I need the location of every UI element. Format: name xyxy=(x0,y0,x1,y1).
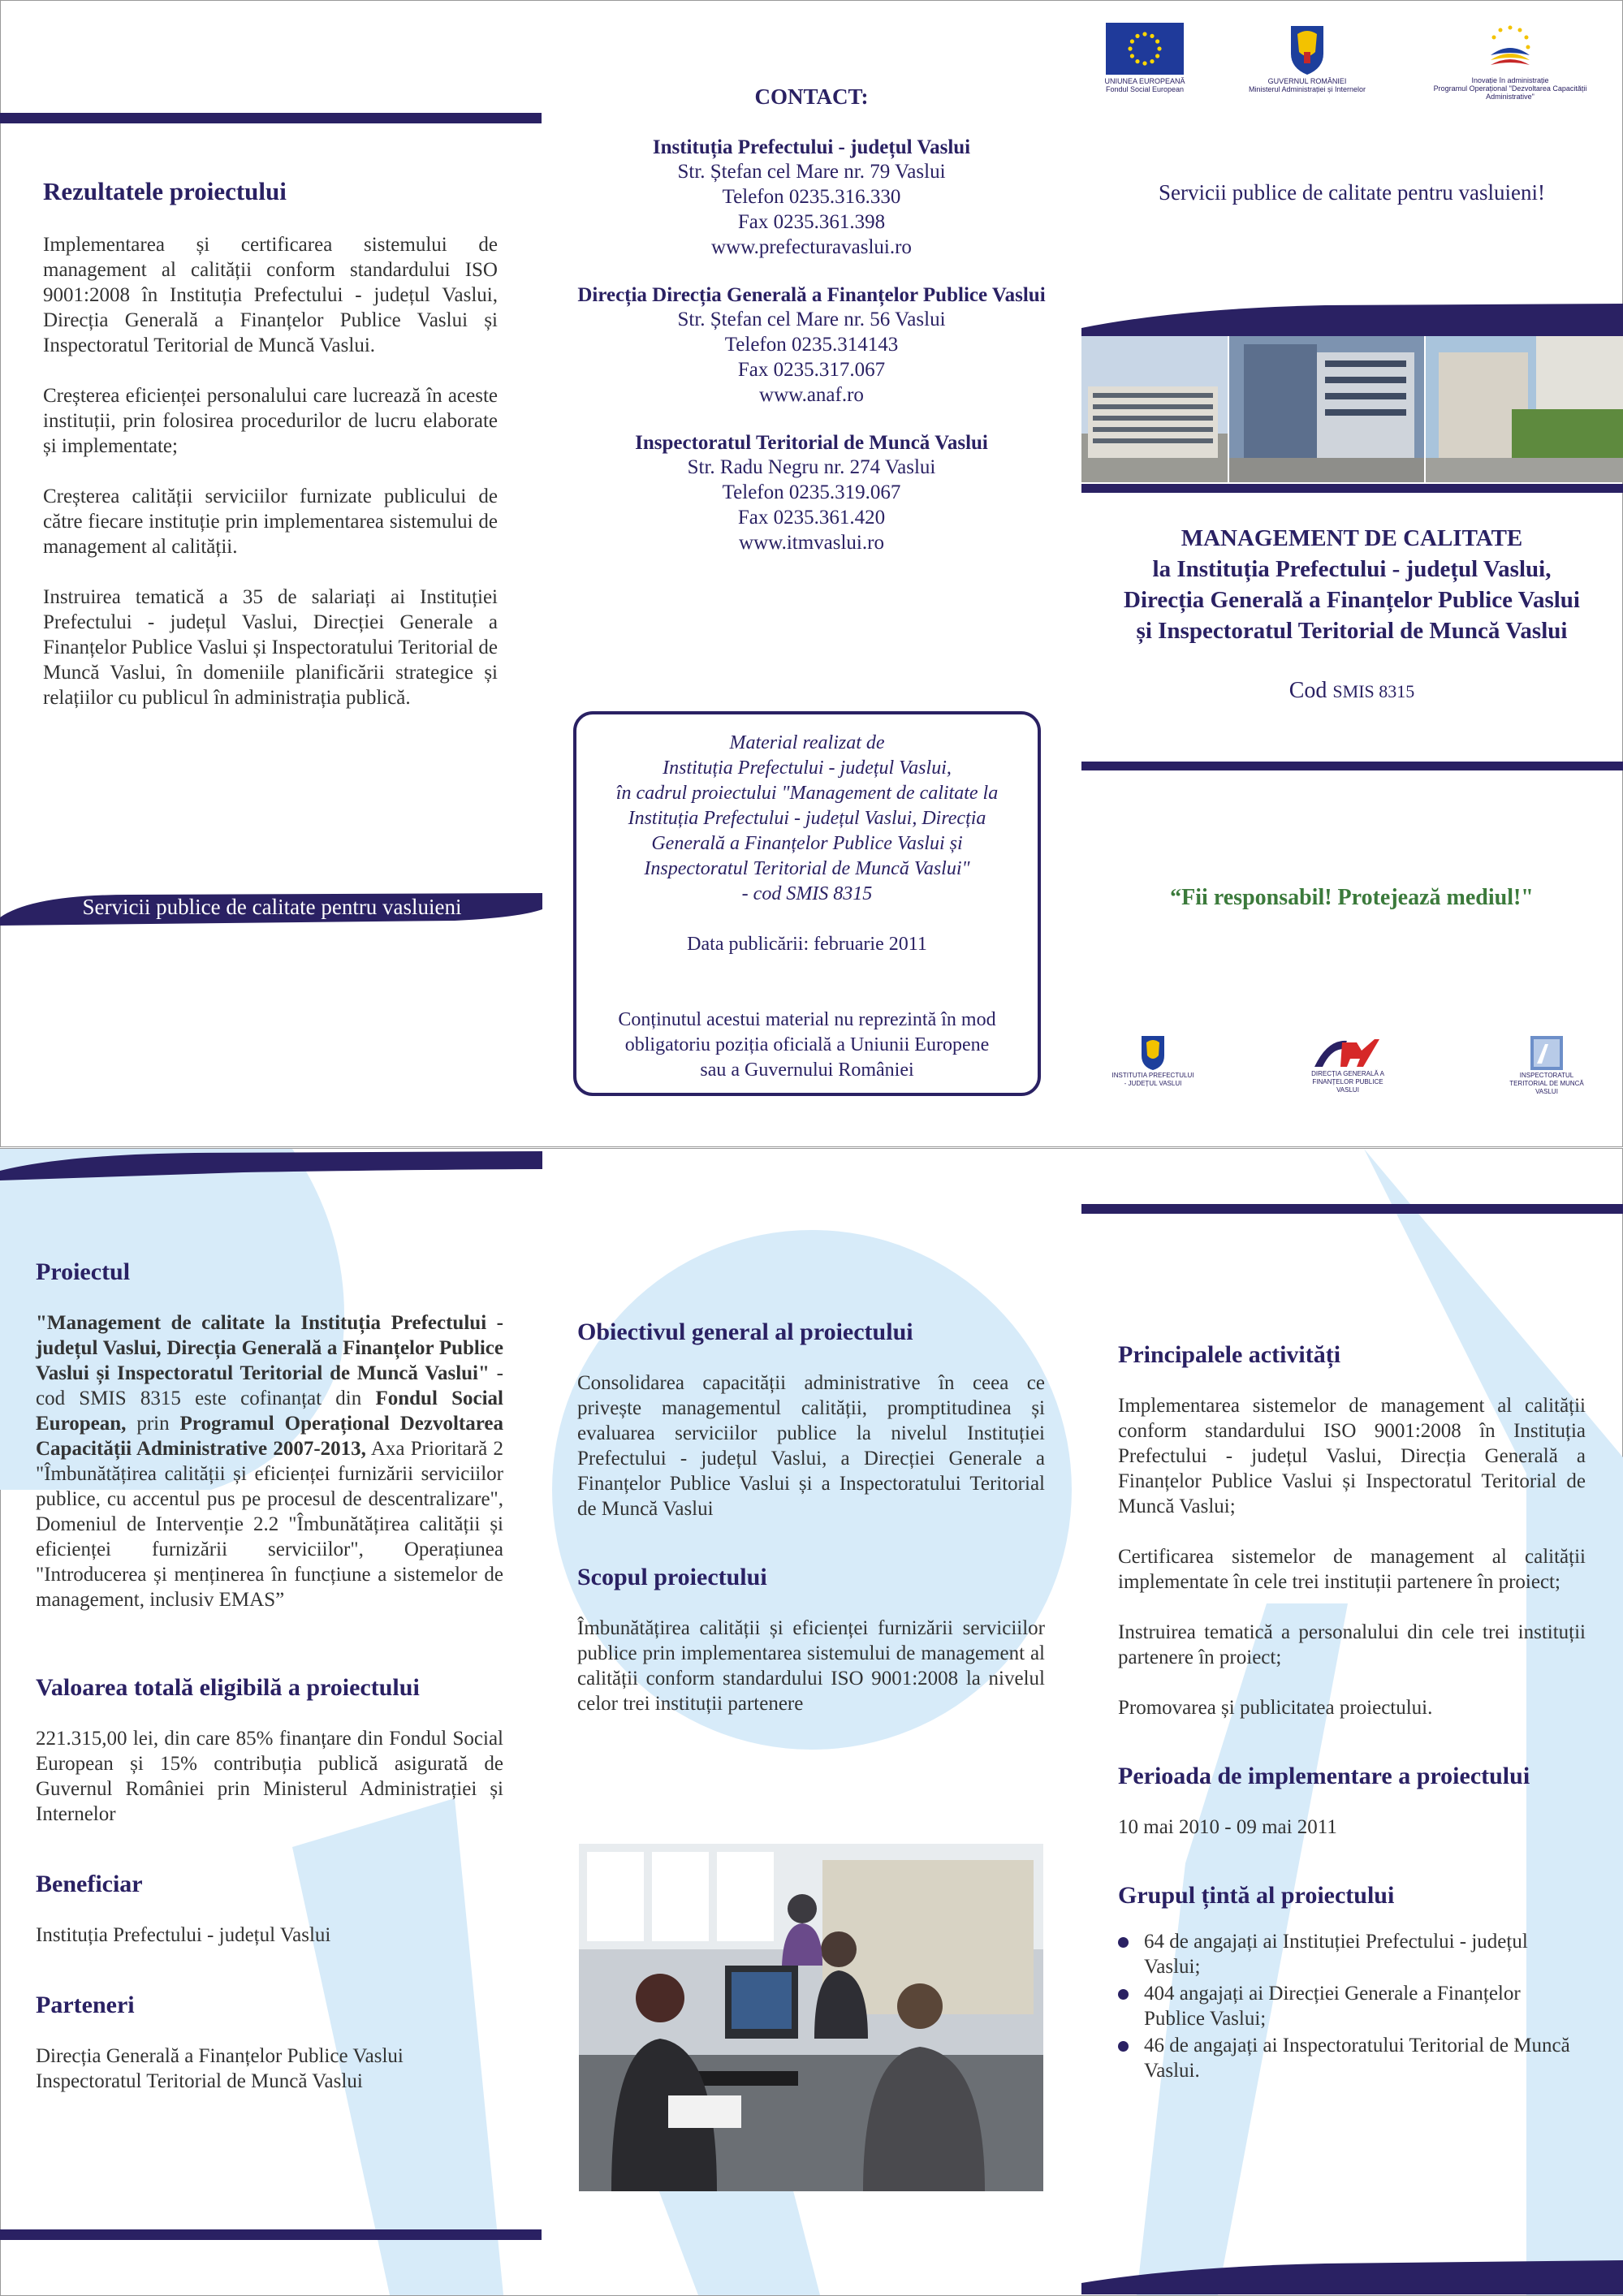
itm-logo xyxy=(1494,1034,1599,1096)
beneficiary-title: Beneficiar xyxy=(36,1871,143,1897)
pod-logo xyxy=(1409,23,1612,101)
contact-heading: CONTACT: xyxy=(754,84,869,109)
partner-line: Inspectoratul Teritorial de Muncă Vaslui xyxy=(36,2070,363,2092)
eco-slogan: “Fii responsabil! Protejează mediul!" xyxy=(1170,885,1534,910)
project-name: "Management de calitate la Instituția Prefectului - județul Vaslui, Direcția Generală a Finanțelor Publice Vaslui și Inspectoratul Teritorial de Muncă Vaslui" xyxy=(36,1312,503,1384)
funding-logos xyxy=(1088,23,1616,104)
logo-caption xyxy=(1104,1072,1202,1088)
project-fund: Fondul Social European, xyxy=(36,1388,503,1435)
activity-paragraph: Certificarea sistemelor de management al calității implementate în cele trei instituții partenere în proiect; xyxy=(1118,1546,1586,1593)
eu-flag-icon xyxy=(1106,23,1184,75)
logo-caption xyxy=(1242,77,1372,93)
cover-title-line: și Inspectoratul Teritorial de Muncă Vaslui xyxy=(1136,618,1568,644)
material-line: - cod SMIS 8315 xyxy=(741,883,873,904)
activities-title: Principalele activități xyxy=(1118,1341,1341,1368)
romania-coat-of-arms-icon xyxy=(1286,23,1328,76)
project-description xyxy=(36,1310,503,1612)
prefectura-logo-icon xyxy=(1138,1034,1168,1072)
material-credit xyxy=(576,731,1038,907)
cover-code xyxy=(1082,678,1621,704)
results-title: Rezultatele proiectului xyxy=(43,177,287,205)
partners-title: Parteneri xyxy=(36,1992,135,2018)
material-line: Instituția Prefectului - județul Vaslui, Direcția xyxy=(628,808,986,829)
logo-caption-line: TERITORIAL DE MUNCĂ xyxy=(1509,1080,1584,1087)
logo-caption-line: Ministerul Administrației și Internelor xyxy=(1248,85,1366,93)
contact-block-itm xyxy=(542,432,1081,555)
results-paragraph: Instruirea tematică a 35 de salariați ai Instituției Prefectului - județul Vaslui, Direcției Generale a Finanțelor Publice Vaslui și Inspectoratului Teritorial de Muncă Vaslui, în domeniile planificării strategice și relațiilor cu publicul în administrația publică. xyxy=(43,586,498,709)
contact-fax: Fax 0235.361.420 xyxy=(737,507,886,529)
cover-photo-bottom-bar xyxy=(1081,484,1623,493)
activity-paragraph: Implementarea sistemelor de management al calității conform standardului ISO 9001:2008 în Instituția Prefectului - județul Vaslui, Direcția Generală a Finanțelor Publice Vaslui și Inspectoratul Teritorial de Muncă Vaslui; xyxy=(1118,1395,1586,1517)
cover-mid-bar xyxy=(1081,762,1623,770)
logo-caption-line: FINANȚELOR PUBLICE xyxy=(1312,1078,1383,1085)
material-line: în cadrul proiectului "Management de calitate la xyxy=(615,783,999,804)
material-line: Generală a Finanțelor Publice Vaslui și xyxy=(651,833,963,854)
results-paragraph: Creșterea eficienței personalului care lucrează în aceste instituții, prin folosirea procedurilor de lucru elaborate și implementate; xyxy=(43,385,498,457)
activity-paragraph: Promovarea și publicitatea proiectului. xyxy=(1118,1697,1433,1719)
podca-logo-icon xyxy=(1478,23,1543,78)
objective-text: Consolidarea capacității administrative în ceea ce privește managementul calității, promptitudinea și evaluarea serviciilor publice la nivelul Instituției Prefectului - județul Vaslui, a Direcției Generale a Finanțelor Publice Vaslui și a Inspectoratului Teritorial de Muncă Vaslui xyxy=(577,1372,1045,1520)
publication-info-box xyxy=(573,711,1041,1096)
logo-caption-line: Fondul Social European xyxy=(1105,85,1185,93)
value-title: Valoarea totală eligibilă a proiectului xyxy=(36,1674,420,1701)
office-photo xyxy=(579,1844,1043,2191)
logo-caption-line: Inovație în administrație xyxy=(1471,76,1549,84)
contact-website-link[interactable]: www.anaf.ro xyxy=(759,384,864,406)
contact-phone: Telefon 0235.316.330 xyxy=(722,186,901,208)
project-program: Programul Operațional Dezvoltarea Capacității Administrative 2007-2013, xyxy=(36,1413,503,1460)
contact-block-name: Instituția Prefectului - județul Vaslui xyxy=(652,136,971,158)
logo-caption-line: VASLUI xyxy=(1535,1088,1558,1095)
cover-title xyxy=(1082,523,1621,646)
logo-caption-line: GUVERNUL ROMÂNIEI xyxy=(1267,77,1347,85)
list-item: 404 angajați ai Direcției Generale a Finanțelor Publice Vaslui; xyxy=(1118,1981,1586,2031)
contact-address: Str. Radu Negru nr. 274 Vaslui xyxy=(687,456,936,478)
objective-title: Obiectivul general al proiectului xyxy=(577,1318,913,1345)
disclaimer-line: sau a Guvernului României xyxy=(700,1060,914,1081)
cover-title-line: MANAGEMENT DE CALITATE xyxy=(1181,525,1523,551)
list-item: 46 de angajați ai Inspectoratului Teritorial de Muncă Vaslui. xyxy=(1118,2033,1586,2083)
cover-slogan: Servicii publice de calitate pentru vasluieni! xyxy=(1158,180,1546,205)
government-logo xyxy=(1242,23,1372,93)
cover-title-line: la Instituția Prefectului - județul Vaslui, xyxy=(1152,556,1552,582)
project-text: - cod SMIS 8315 este cofinanțat din xyxy=(36,1362,503,1409)
cover-photo-top-swoosh xyxy=(1081,302,1623,339)
contact-block-name: Direcția Direcția Generală a Finanțelor Publice Vaslui xyxy=(577,284,1046,306)
value-text: 221.315,00 lei, din care 85% finanțare din Fondul Social European și 15% contribuția publică asigurată de Guvernul României prin Ministerul Administrației și Internelor xyxy=(36,1728,503,1825)
list-item: 64 de angajați ai Instituției Prefectului - județul Vaslui; xyxy=(1118,1929,1586,1979)
period-title: Perioada de implementare a proiectului xyxy=(1118,1763,1530,1789)
logo-caption xyxy=(1088,77,1202,93)
contact-address: Str. Ștefan cel Mare nr. 56 Vaslui xyxy=(677,309,946,330)
contact-fax: Fax 0235.361.398 xyxy=(737,211,886,233)
disclaimer-line: obligatoriu poziția oficială a Uniunii Europene xyxy=(624,1034,990,1055)
results-paragraph: Implementarea și certificarea sistemului de management al calității conform standardului ISO 9001:2008 în Instituția Prefectului - județul Vaslui, Direcția Generală a Finanțelor Publice Vaslui și Inspectoratul Teritorial de Muncă Vaslui. xyxy=(43,234,498,356)
cover-code-value: SMIS 8315 xyxy=(1332,681,1415,701)
contact-block-name: Inspectoratul Teritorial de Muncă Vaslui xyxy=(635,432,988,454)
logo-caption-line: DIRECȚIA GENERALĂ A xyxy=(1311,1070,1384,1077)
bottom-right-top-bar xyxy=(1081,1204,1623,1214)
contact-block-prefectura xyxy=(542,136,1081,260)
logo-caption-line: INSPECTORATUL xyxy=(1519,1072,1574,1079)
results-panel xyxy=(43,177,498,710)
contact-phone: Telefon 0235.314143 xyxy=(724,334,899,356)
contact-website-link[interactable]: www.prefecturavaslui.ro xyxy=(711,236,912,258)
contact-phone: Telefon 0235.319.067 xyxy=(722,481,901,503)
scope-text: Îmbunătățirea calității și eficienței furnizării serviciilor publice prin implementarea sistemului de management al calității conform standardului ISO 9001:2008 la nivelul celor trei instituții partenere xyxy=(577,1617,1045,1715)
activity-paragraph: Instruirea tematică a personalului din cele trei instituții partenere în proiect; xyxy=(1118,1621,1586,1668)
publication-date: Data publicării: februarie 2011 xyxy=(687,934,927,955)
target-list xyxy=(1118,1929,1586,2083)
bottom-right-footer-swoosh xyxy=(1081,2259,1623,2294)
objective-panel xyxy=(577,1318,1045,1716)
material-line: Inspectoratul Teritorial de Muncă Vaslui" xyxy=(644,858,970,879)
contact-website-link[interactable]: www.itmvaslui.ro xyxy=(739,532,884,554)
contact-block-dgfp xyxy=(542,284,1081,408)
itm-logo-icon xyxy=(1529,1034,1565,1072)
logo-caption-line: Programul Operațional "Dezvoltarea Capacității Administrative" xyxy=(1433,84,1587,101)
logo-caption-line: - JUDEȚUL VASLUI xyxy=(1124,1080,1182,1087)
cover-title-line: Direcția Generală a Finanțelor Publice Vaslui xyxy=(1124,587,1580,613)
beneficiary-text: Instituția Prefectului - județul Vaslui xyxy=(36,1924,331,1946)
material-line: Material realizat de xyxy=(729,732,885,753)
contact-address: Str. Ștefan cel Mare nr. 79 Vaslui xyxy=(677,161,946,183)
eu-logo xyxy=(1088,23,1202,93)
partner-logos xyxy=(1088,1034,1616,1099)
partners-text xyxy=(36,2044,503,2094)
partner-line: Direcția Generală a Finanțelor Publice Vaslui xyxy=(36,2045,404,2067)
disclaimer-line: Conținutul acestui material nu reprezintă în mod xyxy=(618,1009,996,1030)
bottom-left-footer-bar xyxy=(0,2229,542,2240)
target-title: Grupul țintă al proiectului xyxy=(1118,1882,1395,1909)
results-paragraph: Creșterea calității serviciilor furnizate publicului de către fiecare instituție prin implementarea sistemului de management al calității. xyxy=(43,486,498,558)
scope-title: Scopul proiectului xyxy=(577,1564,767,1590)
results-footer-banner: Servicii publice de calitate pentru vasluieni xyxy=(82,895,462,919)
prefectura-logo xyxy=(1104,1034,1202,1088)
cover-code-label: Cod xyxy=(1288,678,1327,703)
building-photos xyxy=(1081,336,1623,482)
dgfp-logo-icon xyxy=(1311,1034,1384,1070)
contact-fax: Fax 0235.317.067 xyxy=(737,359,886,381)
bottom-left-top-swoosh xyxy=(0,1148,542,1180)
logo-caption-line: UNIUNEA EUROPEANĂ xyxy=(1104,77,1185,85)
disclaimer xyxy=(576,1008,1038,1083)
logo-caption xyxy=(1409,76,1612,101)
project-text: prin xyxy=(126,1413,180,1435)
logo-caption xyxy=(1295,1070,1401,1094)
dgfp-logo xyxy=(1295,1034,1401,1094)
results-top-bar xyxy=(0,113,542,123)
project-text: Axa Prioritară 2 "Îmbunătățirea calității și eficienței furnizării serviciilor publice, cu accentul pus pe procesul de descentralizare", Domeniul de Intervenție 2.2 "Îmbunătățirea calității și eficienței furnizării serviciilor", Operațiunea "Introducerea și menținerea în funcțiune a sistemelor de management, inclusiv EMAS” xyxy=(36,1438,503,1611)
material-line: Instituția Prefectului - județul Vaslui, xyxy=(663,757,952,779)
contact-panel xyxy=(542,84,1081,555)
project-title: Proiectul xyxy=(36,1258,131,1285)
period-text: 10 mai 2010 - 09 mai 2011 xyxy=(1118,1816,1337,1838)
project-panel xyxy=(36,1258,503,2094)
logo-caption-line: INSTITUTIA PREFECTULUI xyxy=(1111,1072,1194,1079)
logo-caption xyxy=(1494,1072,1599,1096)
activities-panel xyxy=(1118,1341,1586,2085)
logo-caption-line: VASLUI xyxy=(1336,1086,1359,1094)
